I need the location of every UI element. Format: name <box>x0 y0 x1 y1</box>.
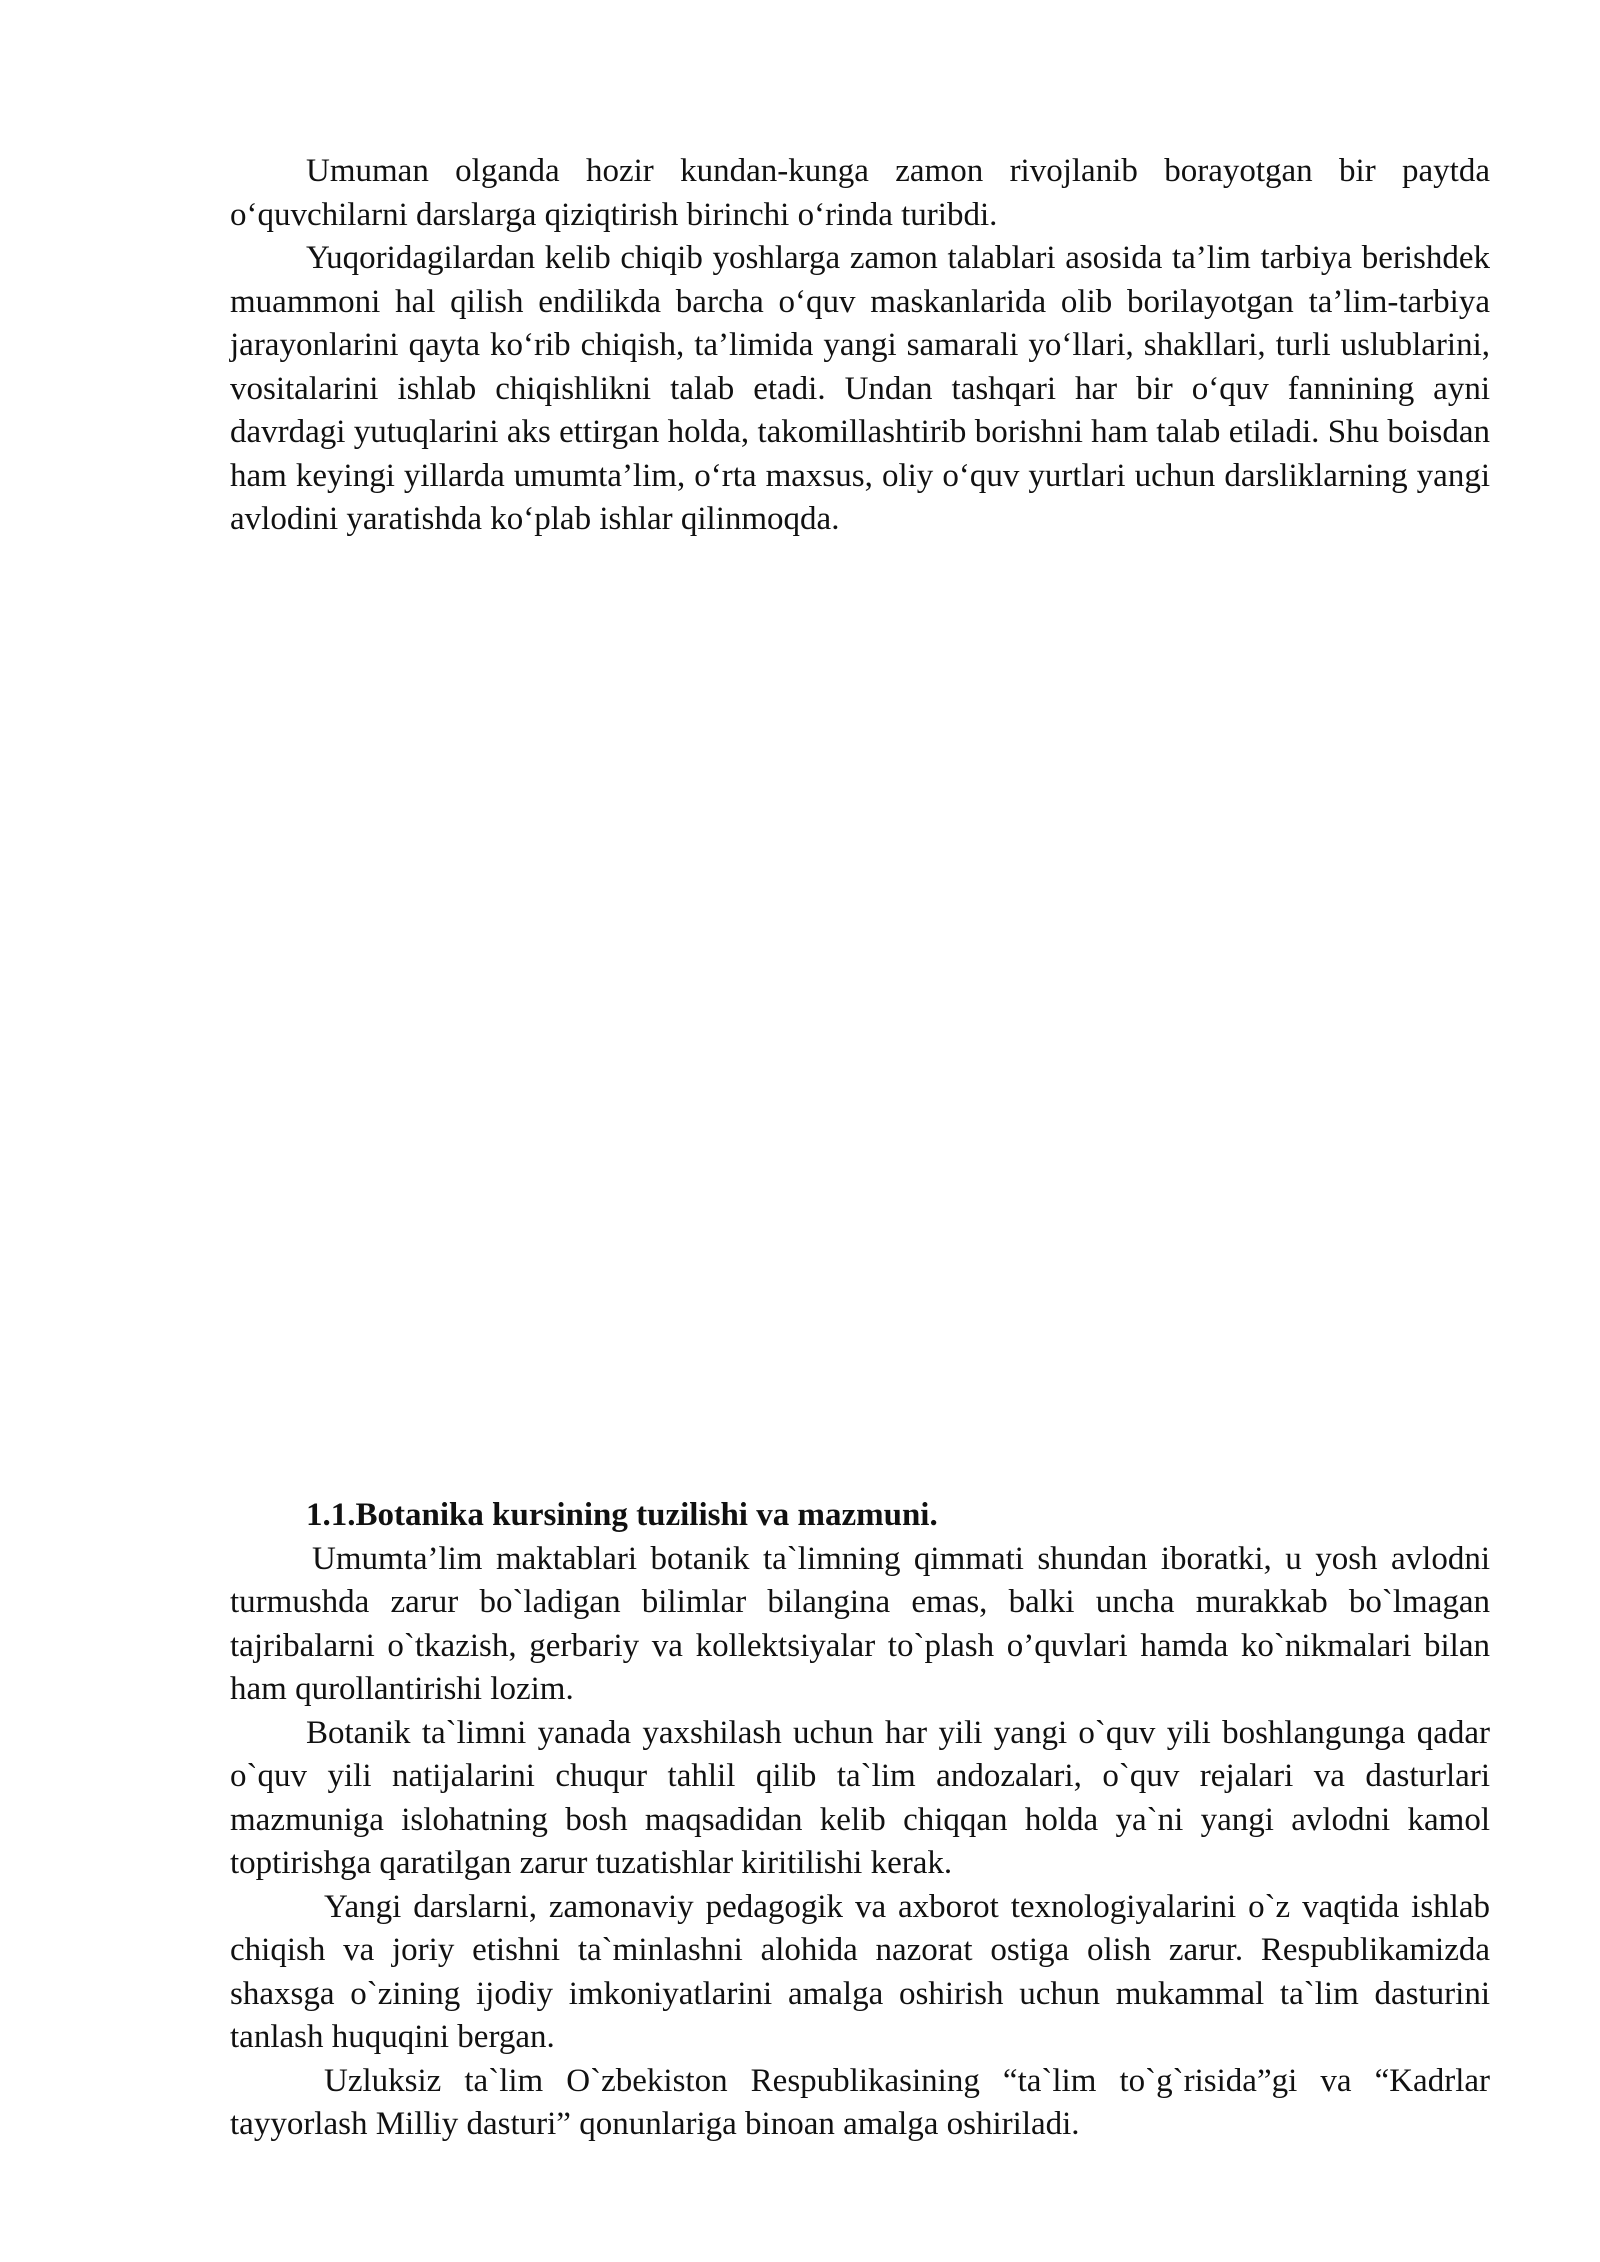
paragraph: Yangi darslarni, zamonaviy pedagogik va axborot texnologiyalarini o`z vaqtida ishlab chiqish va joriy etishni ta`minlashni alohida nazorat ostiga olish zarur. Respublikamizda shaxsga o`zining ijodiy imkoniyatlarini amalga oshirish uchun mukammal ta`lim dasturini tanlash huquqini bergan. <box>230 1888 1490 2055</box>
top-text-block <box>230 150 1490 542</box>
paragraph: Umumta’lim maktablari botanik ta`limning qimmati shundan iboratki, u yosh avlodni turmushda zarur bo`ladigan bilimlar bilangina emas, balki uncha murakkab bo`lmagan tajribalarni o`tkazish, gerbariy va kollektsiyalar to`plash o’quvlari hamda ko`nikmalari bilan ham qurollantirishi lozim. <box>230 1540 1490 1707</box>
paragraph: Yuqoridagilardan kelib chiqib yoshlarga zamon talablari asosida ta’lim tarbiya berishdek muammoni hal qilish endilikda barcha o‘quv maskanlarida olib borilayotgan ta’lim-tarbiya jarayonlarini qayta ko‘rib chiqish, ta’limida yangi samarali yo‘llari, shakllari, turli uslublarini, vositalarini ishlab chiqishlikni talab etadi. Undan tashqari har bir o‘quv fannining ayni davrdagi yutuqlarini aks ettirgan holda, takomillashtirib borishni ham talab etiladi. Shu boisdan ham keyingi yillarda umumta’lim, o‘rta maxsus, oliy o‘quv yurtlari uchun darsliklarning yangi avlodini yaratishda ko‘plab ishlar qilinmoqda. <box>230 240 1490 537</box>
paragraph: Uzluksiz ta`lim O`zbekiston Respublikasining “ta`lim to`g`risida”gi va “Kadrlar tayyorlash Milliy dasturi” qonunlariga binoan amalga oshiriladi. <box>230 2062 1490 2142</box>
paragraph: Botanik ta`limni yanada yaxshilash uchun har yili yangi o`quv yili boshlangunga qadar o`quv yili natijalarini chuqur tahlil qilib ta`lim andozalari, o`quv rejalari va dasturlari mazmuniga islohatning bosh maqsadidan kelib chiqqan holda ya`ni yangi avlodni kamol toptirishga qaratilgan zarur tuzatishlar kiritilishi kerak. <box>230 1714 1490 1881</box>
section-heading: 1.1.Botanika kursining tuzilishi va mazmuni. <box>306 1497 938 1533</box>
section-text-block <box>230 1494 1490 2147</box>
paragraph: Umuman olganda hozir kundan-kunga zamon rivojlanib borayotgan bir paytda o‘quvchilarni darslarga qiziqtirish birinchi o‘rinda turibdi. <box>230 153 1490 233</box>
